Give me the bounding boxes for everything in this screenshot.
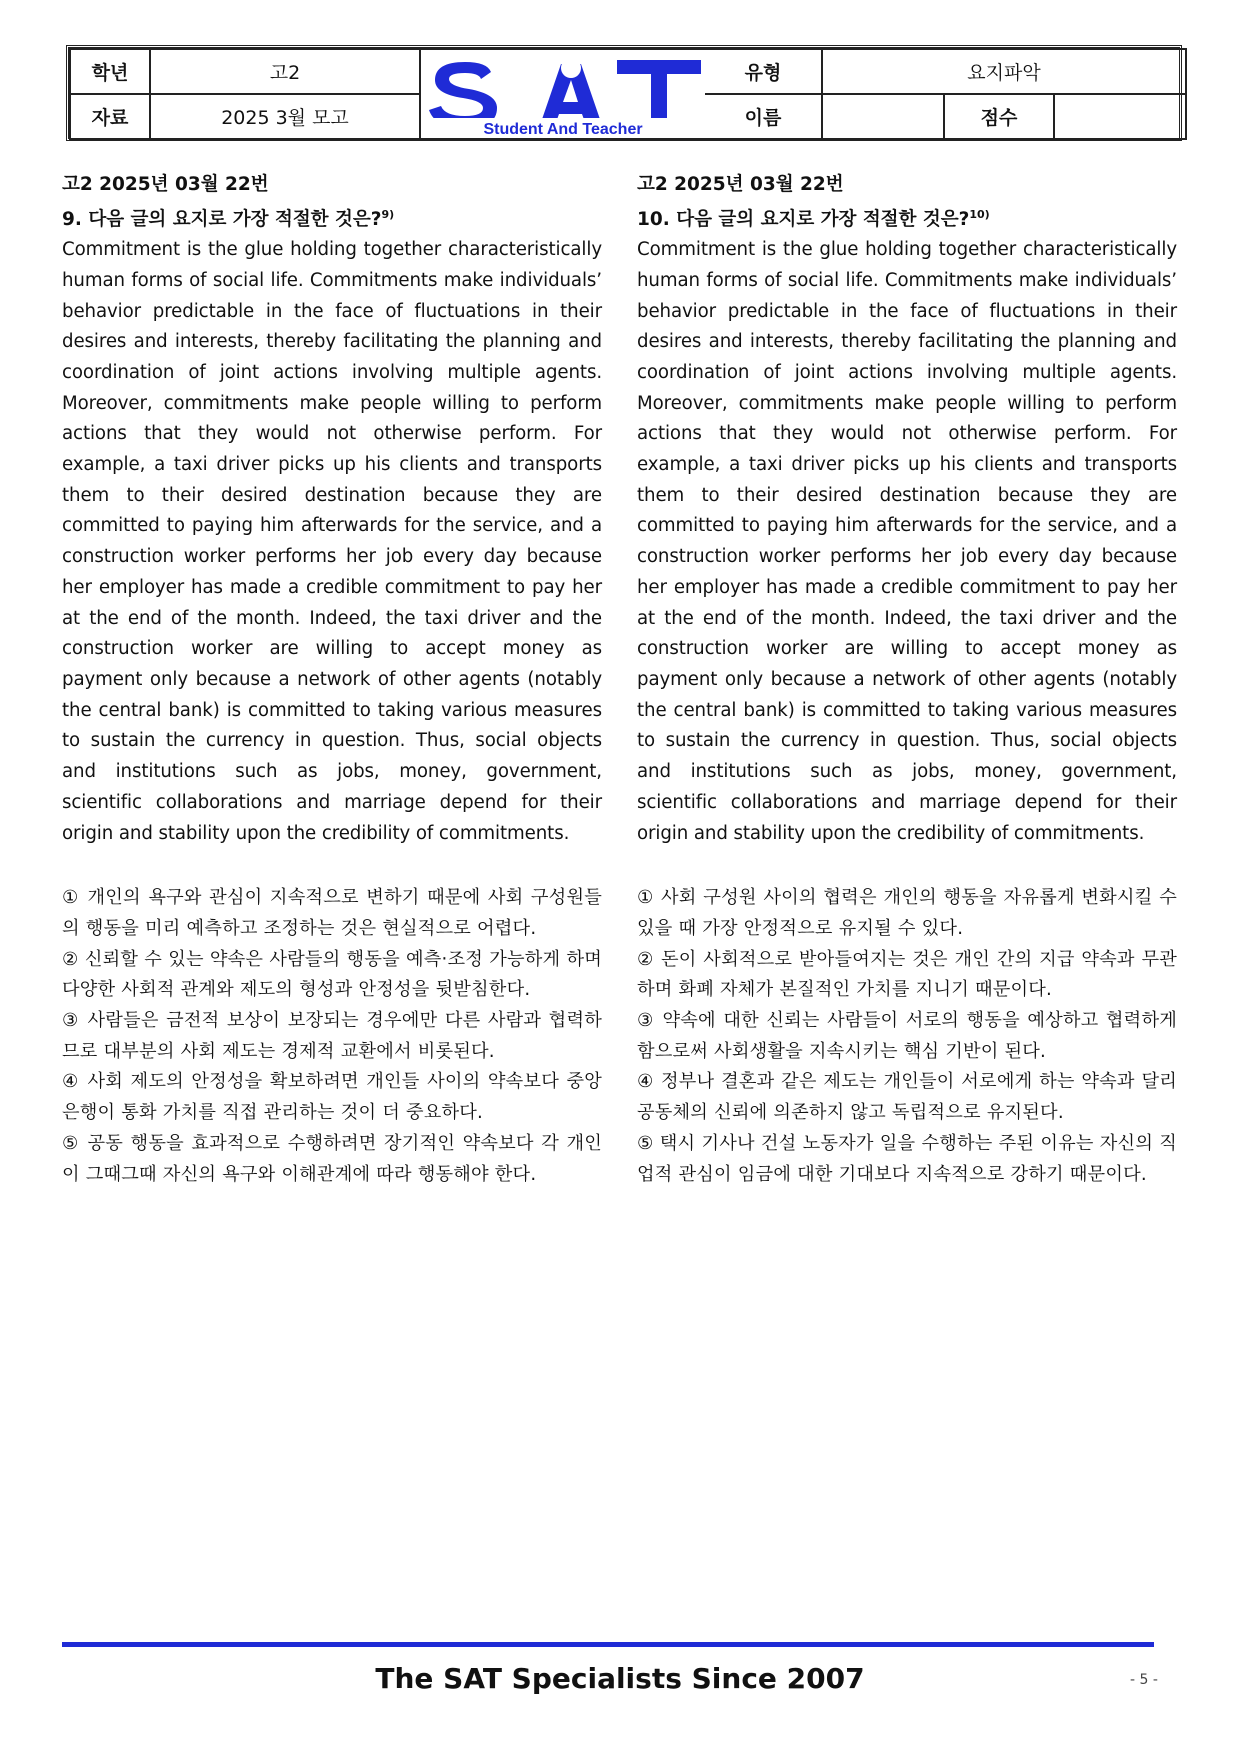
logo <box>420 49 704 139</box>
choice-3[interactable]: ③ 사람들은 금전적 보상이 보장되는 경우에만 다른 사람과 협력하므로 대부분의 사회 제도는 경제적 교환에서 비롯된다. <box>62 1010 602 1062</box>
question-9 <box>62 170 602 1190</box>
question-title: 9. 다음 글의 요지로 가장 적절한 것은?$^{9)}$ <box>62 208 395 231</box>
choice-4[interactable]: ④ 정부나 결혼과 같은 제도는 개인들이 서로에게 하는 약속과 달리 공동체의 신뢰에 의존하지 않고 독립적으로 유지된다. <box>637 1071 1177 1124</box>
sat-logo-icon <box>421 50 705 138</box>
grade-value: 고2 <box>150 49 420 94</box>
choice-1[interactable]: ① 개인의 욕구와 관심이 지속적으로 변하기 때문에 사회 구성원들의 행동을 미리 예측하고 조정하는 것은 현실적으로 어렵다. <box>62 887 602 939</box>
name-field[interactable] <box>822 94 944 139</box>
question-10 <box>637 170 1177 1190</box>
score-label: 점수 <box>944 94 1054 139</box>
choice-5[interactable]: ⑤ 택시 기사나 건설 노동자가 일을 수행하는 주된 이유는 자신의 직업적 관심이 임금에 대한 기대보다 지속적으로 강하기 때문이다. <box>637 1132 1177 1185</box>
question-source: 고2 2025년 03월 22번 <box>637 174 844 195</box>
choice-2[interactable]: ② 신뢰할 수 있는 약속은 사람들의 행동을 예측·조정 가능하게 하며 다양한 사회적 관계와 제도의 형성과 안정성을 뒷받침한다. <box>62 948 602 1001</box>
choice-5[interactable]: ⑤ 공동 행동을 효과적으로 수행하려면 장기적인 약속보다 각 개인이 그때그때 자신의 욕구와 이해관계에 따라 행동해야 한다. <box>62 1132 602 1185</box>
name-label: 이름 <box>704 94 822 139</box>
footer-divider <box>62 1642 1154 1647</box>
material-value: 2025 3월 모고 <box>150 94 420 139</box>
header-table <box>66 45 1182 141</box>
type-value: 요지파악 <box>822 49 1186 94</box>
choices <box>637 883 1177 1190</box>
choice-4[interactable]: ④ 사회 제도의 안정성을 확보하려면 개인들 사이의 약속보다 중앙은행이 통화 가치를 직접 관리하는 것이 더 중요하다. <box>62 1071 602 1124</box>
question-source: 고2 2025년 03월 22번 <box>62 174 269 195</box>
grade-label: 학년 <box>70 49 150 94</box>
type-label: 유형 <box>704 49 822 94</box>
material-label: 자료 <box>70 94 150 139</box>
choice-3[interactable]: ③ 약속에 대한 신뢰는 사람들이 서로의 행동을 예상하고 협력하게 함으로써 사회생활을 지속시키는 핵심 기반이 된다. <box>637 1010 1177 1062</box>
footnote-marker: 10) <box>969 208 990 221</box>
passage: Commitment is the glue holding together characteristically human forms of social life. Commitments make individuals’ behavior predictable in the face of fluctuations in their desires and interests, thereby facilitating the planning and coordination of joint actions involving multiple agents. Moreover, commitments make people willing to perform actions that they would not otherwise perform. For example, a taxi driver picks up his clients and transports them to their desired destination because they are committed to paying him afterwards for the service, and a construction worker performs her job every day because her employer has made a credible commitment to pay her at the end of the month. Indeed, the taxi driver and the construction worker are willing to accept money as payment only because a network of other agents (notably the central bank) is committed to taking various measures to sustain the currency in question. Thus, social objects and institutions such as jobs, money, government, scientific collaborations and marriage depend for their origin and stability upon the credibility of commitments. <box>637 239 1177 844</box>
logo-sub-text: Student And Teacher <box>483 121 643 138</box>
footer-slogan: The SAT Specialists Since 2007 <box>375 1662 865 1695</box>
question-title: 10. 다음 글의 요지로 가장 적절한 것은?$^{10)}$ <box>637 208 990 231</box>
passage: Commitment is the glue holding together characteristically human forms of social life. Commitments make individuals’ behavior predictable in the face of fluctuations in their desires and interests, thereby facilitating the planning and coordination of joint actions involving multiple agents. Moreover, commitments make people willing to perform actions that they would not otherwise perform. For example, a taxi driver picks up his clients and transports them to their desired destination because they are committed to paying him afterwards for the service, and a construction worker performs her job every day because her employer has made a credible commitment to pay her at the end of the month. Indeed, the taxi driver and the construction worker are willing to accept money as payment only because a network of other agents (notably the central bank) is committed to taking various measures to sustain the currency in question. Thus, social objects and institutions such as jobs, money, government, scientific collaborations and marriage depend for their origin and stability upon the credibility of commitments. <box>62 239 602 844</box>
score-field[interactable] <box>1054 94 1186 139</box>
choice-1[interactable]: ① 사회 구성원 사이의 협력은 개인의 행동을 자유롭게 변화시킬 수 있을 때 가장 안정적으로 유지될 수 있다. <box>637 887 1177 939</box>
choice-2[interactable]: ② 돈이 사회적으로 받아들여지는 것은 개인 간의 지급 약속과 무관하며 화폐 자체가 본질적인 가치를 지니기 때문이다. <box>637 948 1177 1001</box>
choices <box>62 883 602 1190</box>
page-number: - 5 - <box>1130 1672 1158 1688</box>
footnote-marker: 9) <box>381 208 395 221</box>
